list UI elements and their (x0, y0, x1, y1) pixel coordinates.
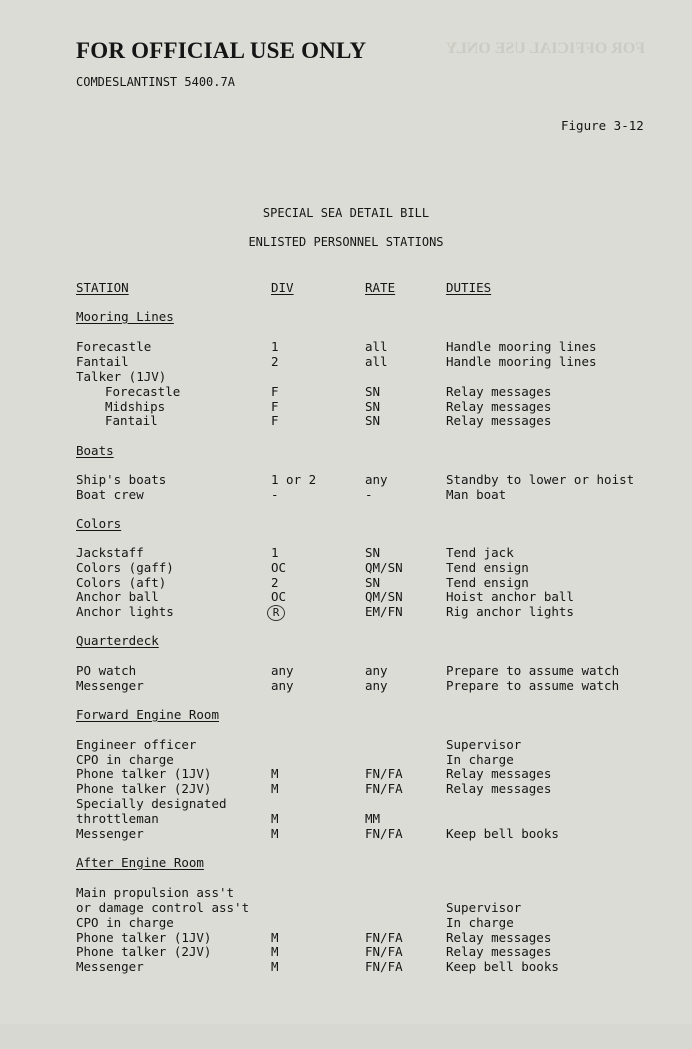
cell-duties: Rig anchor lights (446, 604, 574, 619)
cell-rate: any (365, 472, 388, 487)
cell-station: Fantail (105, 413, 158, 428)
cell-div: 1 (271, 339, 279, 354)
table-row (0, 737, 692, 752)
cell-station: Engineer officer (76, 737, 197, 752)
cell-rate: QM/SN (365, 589, 403, 604)
table-row (0, 604, 692, 619)
table-row (0, 678, 692, 693)
circled-div-mark: R (267, 605, 285, 621)
cell-rate: SN (365, 575, 381, 590)
cell-rate: any (365, 678, 388, 693)
table-row (0, 384, 692, 399)
cell-div: M (271, 944, 279, 959)
cell-station: Midships (105, 399, 166, 414)
cell-div: M (271, 930, 279, 945)
table-row (0, 575, 692, 590)
section-heading (0, 443, 692, 458)
table-row (0, 589, 692, 604)
cell-duties: Hoist anchor ball (446, 589, 574, 604)
table-row (0, 663, 692, 678)
cell-station: Phone talker (2JV) (76, 944, 212, 959)
section-heading-mooring: Mooring Lines (76, 309, 174, 324)
cell-duties: In charge (446, 752, 514, 767)
cell-rate: SN (365, 399, 381, 414)
cell-div: M (271, 811, 279, 826)
cell-rate: EM/FN (365, 604, 403, 619)
cell-duties: Prepare to assume watch (446, 678, 620, 693)
cell-duties: Handle mooring lines (446, 339, 597, 354)
cell-duties: Standby to lower or hoist (446, 472, 635, 487)
cell-station: Specially designated (76, 796, 227, 811)
section-heading (0, 855, 692, 870)
cell-rate: FN/FA (365, 959, 403, 974)
cell-div: any (271, 663, 294, 678)
column-header-rate: RATE (365, 280, 396, 295)
cell-div: F (271, 413, 279, 428)
cell-div: any (271, 678, 294, 693)
cell-div: M (271, 766, 279, 781)
section-heading (0, 309, 692, 324)
cell-rate: FN/FA (365, 944, 403, 959)
cell-station: Phone talker (2JV) (76, 781, 212, 796)
cell-station: Messenger (76, 959, 144, 974)
table-row (0, 413, 692, 428)
cell-station: Anchor lights (76, 604, 174, 619)
column-header-div: DIV (271, 280, 294, 295)
table-row (0, 900, 692, 915)
cell-rate: SN (365, 384, 381, 399)
cell-station: PO watch (76, 663, 137, 678)
cell-station: Main propulsion ass't (76, 885, 235, 900)
cell-rate: all (365, 339, 388, 354)
column-headers (0, 280, 692, 295)
cell-div: OC (271, 589, 287, 604)
table-row (0, 399, 692, 414)
cell-div (271, 604, 285, 621)
cell-station: or damage control ass't (76, 900, 250, 915)
table-row (0, 944, 692, 959)
section-heading-after-engine-room: After Engine Room (76, 855, 204, 870)
cell-station: Boat crew (76, 487, 144, 502)
cell-duties: Keep bell books (446, 959, 559, 974)
cell-div: F (271, 399, 279, 414)
cell-duties: Supervisor (446, 737, 522, 752)
table-row (0, 885, 692, 900)
cell-rate: SN (365, 545, 381, 560)
table-row (0, 752, 692, 767)
column-header-duties: DUTIES (446, 280, 492, 295)
cell-station: Messenger (76, 826, 144, 841)
cell-duties: Keep bell books (446, 826, 559, 841)
cell-duties: Supervisor (446, 900, 522, 915)
cell-duties: Relay messages (446, 413, 552, 428)
bill-subtitle: ENLISTED PERSONNEL STATIONS (248, 235, 444, 249)
cell-rate: MM (365, 811, 381, 826)
section-heading-boats: Boats (76, 443, 114, 458)
table-row (0, 796, 692, 811)
table-row (0, 811, 692, 826)
table-row (0, 369, 692, 384)
table-row (0, 354, 692, 369)
cell-div: M (271, 826, 279, 841)
cell-duties: Relay messages (446, 930, 552, 945)
cell-station: throttleman (76, 811, 159, 826)
table-row (0, 781, 692, 796)
cell-div: F (271, 384, 279, 399)
cell-station: Anchor ball (76, 589, 159, 604)
cell-duties: Handle mooring lines (446, 354, 597, 369)
table-row (0, 915, 692, 930)
section-heading (0, 633, 692, 648)
table-row (0, 487, 692, 502)
cell-duties: In charge (446, 915, 514, 930)
section-heading-colors: Colors (76, 516, 122, 531)
cell-station: CPO in charge (76, 752, 174, 767)
cell-station: Phone talker (1JV) (76, 930, 212, 945)
cell-duties: Tend jack (446, 545, 514, 560)
cell-div: - (271, 487, 279, 502)
cell-station: Jackstaff (76, 545, 144, 560)
table-row (0, 339, 692, 354)
cell-div: M (271, 959, 279, 974)
cell-station: Messenger (76, 678, 144, 693)
figure-label: Figure 3-12 (561, 118, 644, 133)
instruction-number: COMDESLANTINST 5400.7A (76, 75, 235, 89)
cell-station: Phone talker (1JV) (76, 766, 212, 781)
cell-station: Colors (aft) (76, 575, 167, 590)
classification-header: FOR OFFICIAL USE ONLY (76, 38, 367, 63)
cell-duties: Relay messages (446, 781, 552, 796)
bleed-through-text: FOR OFFICIAL USE ONLY (446, 40, 645, 57)
cell-div: OC (271, 560, 287, 575)
section-heading-quarterdeck: Quarterdeck (76, 633, 159, 648)
cell-div: 1 (271, 545, 279, 560)
table-row (0, 545, 692, 560)
section-heading (0, 707, 692, 722)
cell-station: Ship's boats (76, 472, 167, 487)
cell-div: M (271, 781, 279, 796)
cell-rate: any (365, 663, 388, 678)
cell-duties: Man boat (446, 487, 507, 502)
cell-rate: - (365, 487, 373, 502)
table-row (0, 959, 692, 974)
cell-station: Fantail (76, 354, 129, 369)
cell-rate: FN/FA (365, 781, 403, 796)
section-heading (0, 516, 692, 531)
cell-duties: Relay messages (446, 399, 552, 414)
cell-div: 2 (271, 354, 279, 369)
cell-rate: FN/FA (365, 930, 403, 945)
cell-station: Forecastle (105, 384, 181, 399)
table-row (0, 560, 692, 575)
cell-duties: Tend ensign (446, 575, 529, 590)
table-row (0, 826, 692, 841)
section-heading-forward-engine-room: Forward Engine Room (76, 707, 219, 722)
cell-station: CPO in charge (76, 915, 174, 930)
cell-station: Forecastle (76, 339, 152, 354)
cell-div: 1 or 2 (271, 472, 317, 487)
cell-rate: QM/SN (365, 560, 403, 575)
cell-duties: Tend ensign (446, 560, 529, 575)
cell-rate: SN (365, 413, 381, 428)
cell-rate: all (365, 354, 388, 369)
table-row (0, 472, 692, 487)
bill-title: SPECIAL SEA DETAIL BILL (262, 206, 430, 220)
column-header-station: STATION (76, 280, 129, 295)
cell-duties: Relay messages (446, 384, 552, 399)
cell-rate: FN/FA (365, 826, 403, 841)
cell-div: 2 (271, 575, 279, 590)
cell-duties: Relay messages (446, 944, 552, 959)
cell-station: Talker (1JV) (76, 369, 167, 384)
cell-station: Colors (gaff) (76, 560, 174, 575)
table-row (0, 766, 692, 781)
cell-rate: FN/FA (365, 766, 403, 781)
cell-duties: Prepare to assume watch (446, 663, 620, 678)
table-row (0, 930, 692, 945)
cell-duties: Relay messages (446, 766, 552, 781)
